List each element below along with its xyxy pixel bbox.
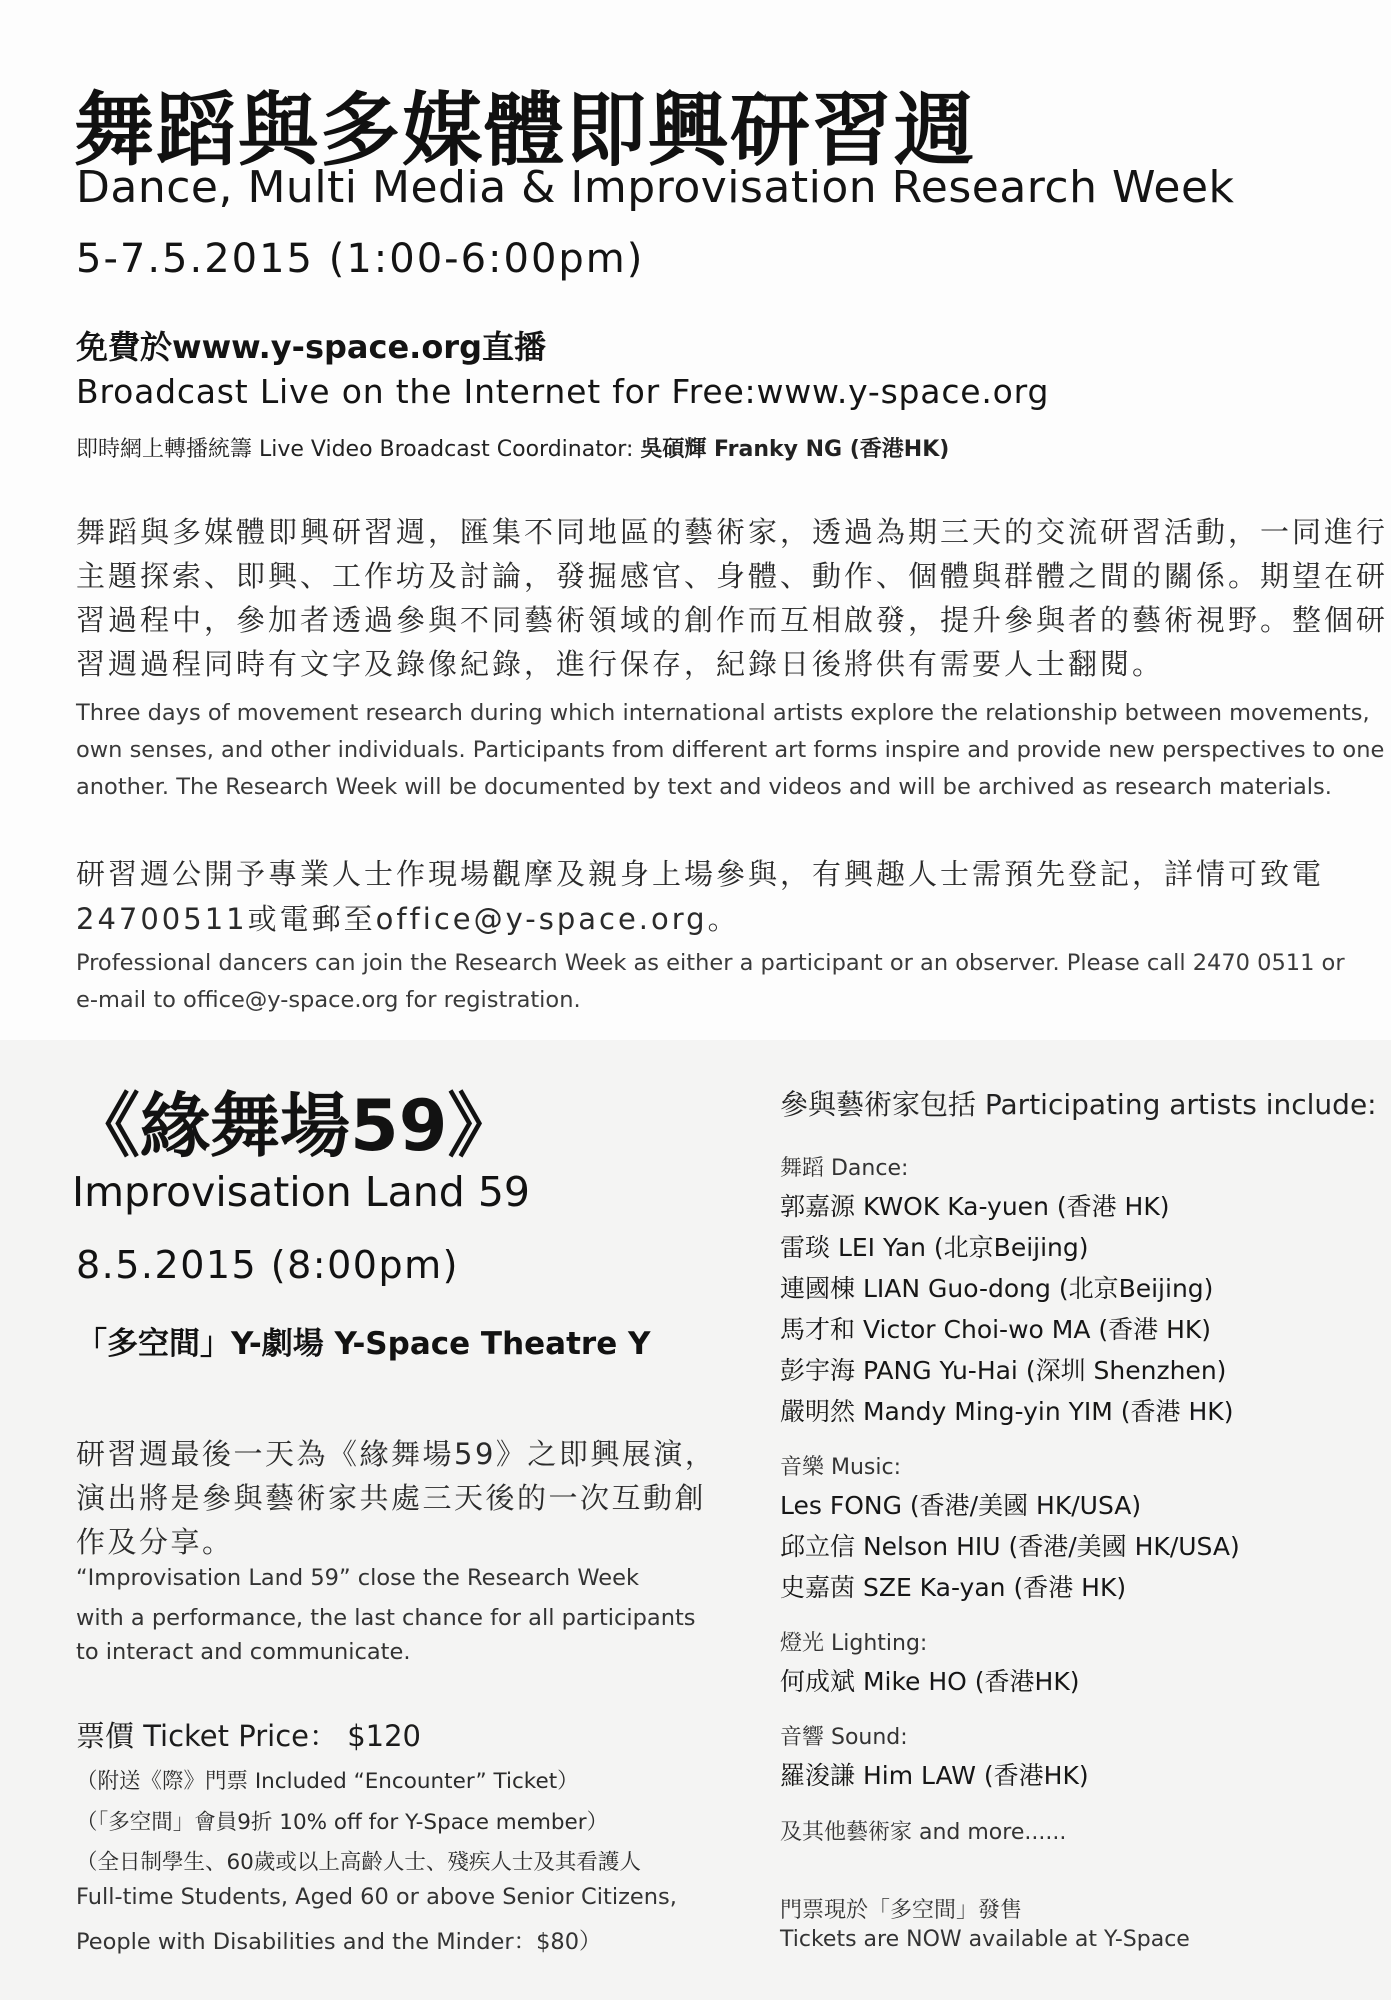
improv-desc-zh-line: 作及分享。 bbox=[76, 1525, 234, 1559]
concession-line: People with Disabilities and the Minder：$80） bbox=[76, 1929, 602, 1955]
improv-desc-zh-line: 演出將是參與藝術家共處三天後的一次互動創 bbox=[76, 1481, 707, 1515]
lighting-label: 燈光 Lighting: bbox=[780, 1631, 928, 1656]
music-label: 音樂 Music: bbox=[780, 1455, 902, 1480]
ticket-note: （全日制學生、60歲或以上高齡人士、殘疾人士及其看護人 bbox=[76, 1850, 641, 1875]
page-title-en: Dance, Multi Media & Improvisation Research Week bbox=[76, 162, 1235, 213]
intro-en-line: own senses, and other individuals. Participants from different art forms inspire and provide new perspectives to one bbox=[76, 737, 1385, 763]
improv-desc-en-line: “Improvisation Land 59” close the Research Week bbox=[76, 1565, 639, 1591]
page-title-zh: 舞蹈與多媒體即興研習週 bbox=[74, 84, 976, 177]
artist-entry: 邱立信 Nelson HIU (香港/美國 HK/USA) bbox=[780, 1532, 1240, 1561]
ticket-note: （「多空間」會員9折 10% off for Y-Space member） bbox=[76, 1810, 609, 1835]
artist-entry: 羅浚謙 Him LAW (香港HK) bbox=[780, 1761, 1089, 1790]
broadcast-en: Broadcast Live on the Internet for Free:www.y-space.org bbox=[76, 372, 1050, 411]
improv-desc-en-line: to interact and communicate. bbox=[76, 1639, 411, 1665]
artist-entry: 雷琰 LEI Yan (北京Beijing) bbox=[780, 1233, 1089, 1262]
register-zh-line: 研習週公開予專業人士作現場觀摩及親身上場參與，有興趣人士需預先登記，詳情可致電 bbox=[76, 857, 1325, 891]
research-week-date: 5-7.5.2015 (1:00-6:00pm) bbox=[76, 236, 645, 282]
coordinator-name: 吳碩輝 Franky NG (香港HK) bbox=[640, 437, 950, 462]
coordinator-label: 即時網上轉播統籌 Live Video Broadcast Coordinator: bbox=[76, 437, 634, 462]
improv-date: 8.5.2015 (8:00pm) bbox=[76, 1243, 459, 1287]
intro-zh-line: 主題探索、即興、工作坊及討論，發掘感官、身體、動作、個體與群體之間的關係。期望在研 bbox=[76, 559, 1389, 593]
artist-entry: 彭宇海 PANG Yu-Hai (深圳 Shenzhen) bbox=[780, 1356, 1227, 1385]
improv-desc-en-line: with a performance, the last chance for all participants bbox=[76, 1605, 696, 1631]
ticket-price: 票價 Ticket Price： $120 bbox=[76, 1719, 421, 1753]
improv-desc-zh-line: 研習週最後一天為《緣舞場59》之即興展演， bbox=[76, 1437, 717, 1471]
broadcast-zh: 免費於www.y-space.org直播 bbox=[76, 328, 546, 366]
artist-entry: 史嘉茵 SZE Ka-yan (香港 HK) bbox=[780, 1573, 1127, 1602]
improv-title-en: Improvisation Land 59 bbox=[72, 1168, 530, 1216]
artist-entry: 郭嘉源 KWOK Ka-yuen (香港 HK) bbox=[780, 1192, 1170, 1221]
intro-zh-line: 習週過程同時有文字及錄像紀錄，進行保存，紀錄日後將供有需要人士翻閱。 bbox=[76, 647, 1165, 681]
register-en-line: Professional dancers can join the Research Week as either a participant or an observer. Please call 2470 0511 or bbox=[76, 950, 1345, 976]
intro-zh-line: 習過程中，參加者透過參與不同藝術領域的創作而互相啟發，提升參與者的藝術視野。整個研 bbox=[76, 603, 1389, 637]
ticket-note: （附送《際》門票 Included “Encounter” Ticket） bbox=[76, 1769, 579, 1794]
coordinator-line bbox=[76, 432, 949, 463]
artist-entry: 連國棟 LIAN Guo-dong (北京Beijing) bbox=[780, 1274, 1214, 1303]
more-artists: 及其他藝術家 and more...... bbox=[780, 1820, 1067, 1845]
tickets-availability-en: Tickets are NOW available at Y-Space bbox=[780, 1927, 1190, 1952]
artist-entry: 馬才和 Victor Choi-wo MA (香港 HK) bbox=[780, 1315, 1212, 1344]
concession-line: Full-time Students, Aged 60 or above Senior Citizens, bbox=[76, 1884, 677, 1910]
artist-entry: Les FONG (香港/美國 HK/USA) bbox=[780, 1491, 1142, 1520]
intro-zh-line: 舞蹈與多媒體即興研習週，匯集不同地區的藝術家，透過為期三天的交流研習活動，一同進行 bbox=[76, 515, 1389, 549]
register-en-line: e-mail to office@y-space.org for registration. bbox=[76, 987, 581, 1013]
improv-venue: 「多空間」Y-劇場 Y-Space Theatre Y bbox=[76, 1326, 651, 1362]
artist-entry: 何成斌 Mike HO (香港HK) bbox=[780, 1667, 1080, 1696]
register-zh-line: 24700511或電郵至office@y-space.org。 bbox=[76, 902, 740, 936]
dance-label: 舞蹈 Dance: bbox=[780, 1156, 909, 1181]
artist-entry: 嚴明然 Mandy Ming-yin YIM (香港 HK) bbox=[780, 1397, 1234, 1426]
tickets-availability-zh: 門票現於「多空間」發售 bbox=[780, 1898, 1023, 1923]
improv-title-zh: 《緣舞場59》 bbox=[70, 1085, 518, 1167]
artists-heading: 參與藝術家包括 Participating artists include: bbox=[780, 1088, 1377, 1121]
sound-label: 音響 Sound: bbox=[780, 1725, 908, 1750]
intro-en-line: another. The Research Week will be documented by text and videos and will be archived as research materials. bbox=[76, 774, 1332, 800]
intro-en-line: Three days of movement research during which international artists explore the relationship between movements, bbox=[76, 700, 1370, 726]
